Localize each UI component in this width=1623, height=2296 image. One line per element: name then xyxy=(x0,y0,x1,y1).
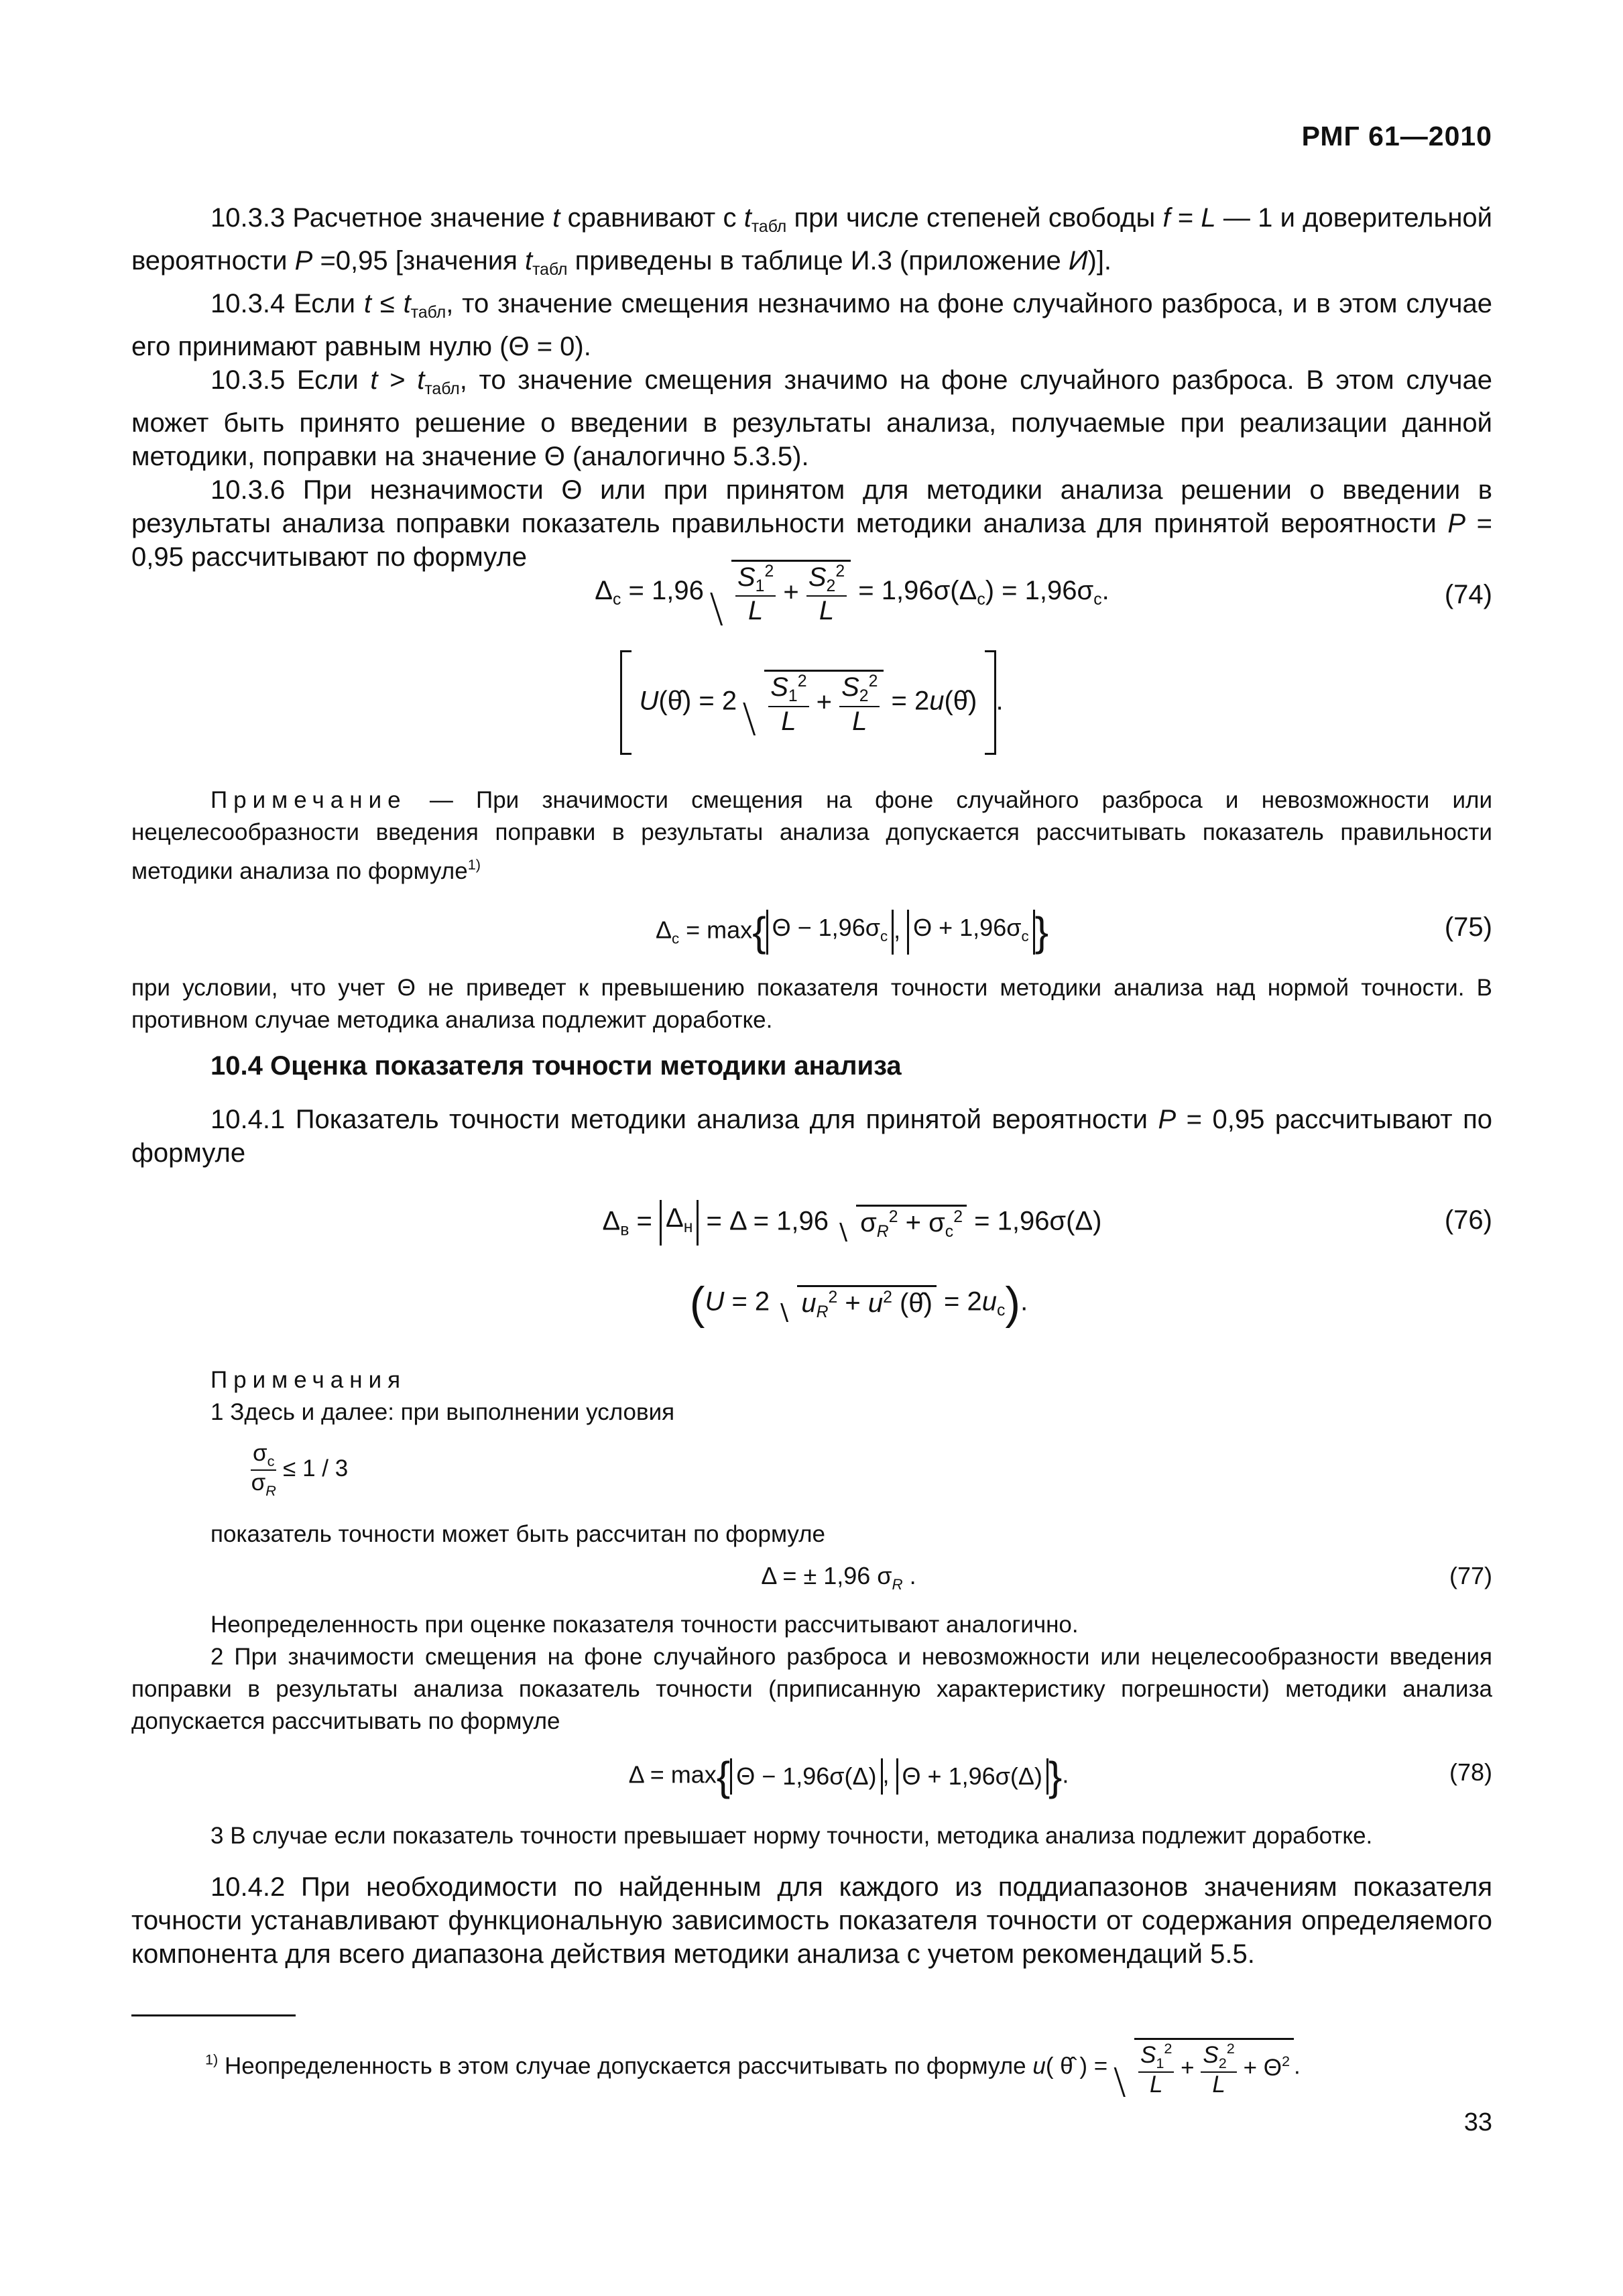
page-number: 33 xyxy=(1463,2108,1492,2136)
equation-number: (78) xyxy=(1449,1758,1492,1786)
condition-formula: $\frac{\sigma_c}{\sigma_R}$ ≤ 1 / 3 xyxy=(251,1440,349,1499)
paragraph-10-3-3: 10.3.3 Расчетное значение t сравнивают с $t_{табл}$ при числе степеней свободы f = L — 1 и доверительной вероятности P =0,95 [значения $t_{табл}$ приведены в таблице И.3 (приложение И)]. xyxy=(131,203,1493,279)
equation-76-uncertainty: (U = 2 $u_R^2 + u^2$ (θ̂) = $2u_c$). xyxy=(689,1278,1028,1329)
document-code: РМГ 61—2010 xyxy=(1301,121,1492,152)
equation-74-uncertainty: U(θ̂) = 2 $\frac{S_1^2}{L}$ + $\frac{S_2^2}{L}$ = 2u(θ̂) . xyxy=(131,650,1492,764)
note-1-uncertainty: Неопределенность при оценке показателя точности рассчитывают аналогично. xyxy=(211,1612,1079,1638)
paragraph-condition: при условии, что учет Θ не приведет к превышению показателя точности методики анализа над нормой точности. В противном случае методика анализа подлежит доработке. xyxy=(131,975,1492,1033)
note-1: 1 Здесь и далее: при выполнении условия xyxy=(211,1399,675,1425)
note-bias: Примечание — При значимости смещения на фоне случайного разброса и невозможности или нецелесообразности введения поправки в результаты анализа допускается рассчитывать показатель правильности методики анализа по формуле$^{1)}$ xyxy=(131,787,1492,884)
footnote-rule xyxy=(131,2014,296,2016)
equation-number: (74) xyxy=(1444,580,1492,609)
equation-number: (75) xyxy=(1444,912,1492,942)
paragraph-10-3-4: 10.3.4 Если $t \le t_{табл}$, то значение смещения незначимо на фоне случайного разброса, и в этом случае его принимают равным нулю (Θ = 0). xyxy=(131,289,1492,361)
equation-76: $\Delta_в = \Delta_н = \Delta = 1,96$ $\sigma_R^2 + \sigma_c^2 = 1,96\sigma(\Delta)$ (76) xyxy=(131,1200,1492,1260)
equation-78: Δ = max{ Θ − 1,96σ(Δ) , Θ + 1,96σ(Δ) }. (78) xyxy=(628,1754,1492,1799)
paragraph-10-3-6: 10.3.6 При незначимости Θ или при принятом для методики анализа решении о введении в результаты анализа поправки показатель правильности методики анализа для принятой вероятности P = 0,95 рассчитывают по формуле xyxy=(131,475,1492,572)
section-heading-10-4: 10.4 Оценка показателя точности методики анализа xyxy=(211,1051,902,1081)
note-2: 2 При значимости смещения на фоне случайного разброса и невозможности или нецелесообразности введения поправки в результаты анализа показатель точности (приписанную характеристику погрешности) методики анализа допускается рассчитывать по формуле xyxy=(131,1644,1492,1734)
paragraph-10-3-5: 10.3.5 Если $t > t_{табл}$, то значение смещения значимо на фоне случайного разброса. В этом случае может быть принято решение о введении в результаты анализа, получаемые при реализации данной методики, поправки на значение Θ (аналогично 5.3.5). xyxy=(131,365,1492,471)
equation-77: Δ = ± 1,96 $\sigma_R$ . (77) xyxy=(761,1562,1492,1593)
notes-label: Примечания xyxy=(211,1367,407,1393)
footnote: $^{1)}$ Неопределенность в этом случае допускается рассчитывать по формуле u( θ̂ ) = $\frac{S_1^2}{L}$ + $\frac{S_2^2}{L}$ + $\Theta^2$ . xyxy=(131,2018,1492,2085)
paragraph-10-4-1: 10.4.1 Показатель точности методики анализа для принятой вероятности P = 0,95 рассчитывают по формуле xyxy=(131,1105,1492,1168)
note-1-continued: показатель точности может быть рассчитан по формуле xyxy=(211,1521,826,1547)
note-3: 3 В случае если показатель точности превышает норму точности, методика анализа подлежит доработке. xyxy=(211,1823,1373,1849)
equation-74: $\Delta_c = 1,96$ $\frac{S_1^2}{L}$ + $\frac{S_2^2}{L}$ = $1,96\sigma(\Delta_c) = 1,96\sigma_c$. (74) xyxy=(131,553,1492,633)
paragraph-10-4-2: 10.4.2 При необходимости по найденным для каждого из поддиапазонов значениям показателя точности устанавливают функциональную зависимость показателя точности от содержания определяемого компонента для всего диапазона действия методики анализа с учетом рекомендаций 5.5. xyxy=(131,1872,1492,1969)
equation-75: $\Delta_c = \max${ $\Theta - 1,96\sigma_c$ , $\Theta + 1,96\sigma_c$ } (75) xyxy=(655,909,1492,955)
equation-number: (77) xyxy=(1449,1562,1492,1589)
equation-number: (76) xyxy=(1444,1205,1492,1235)
